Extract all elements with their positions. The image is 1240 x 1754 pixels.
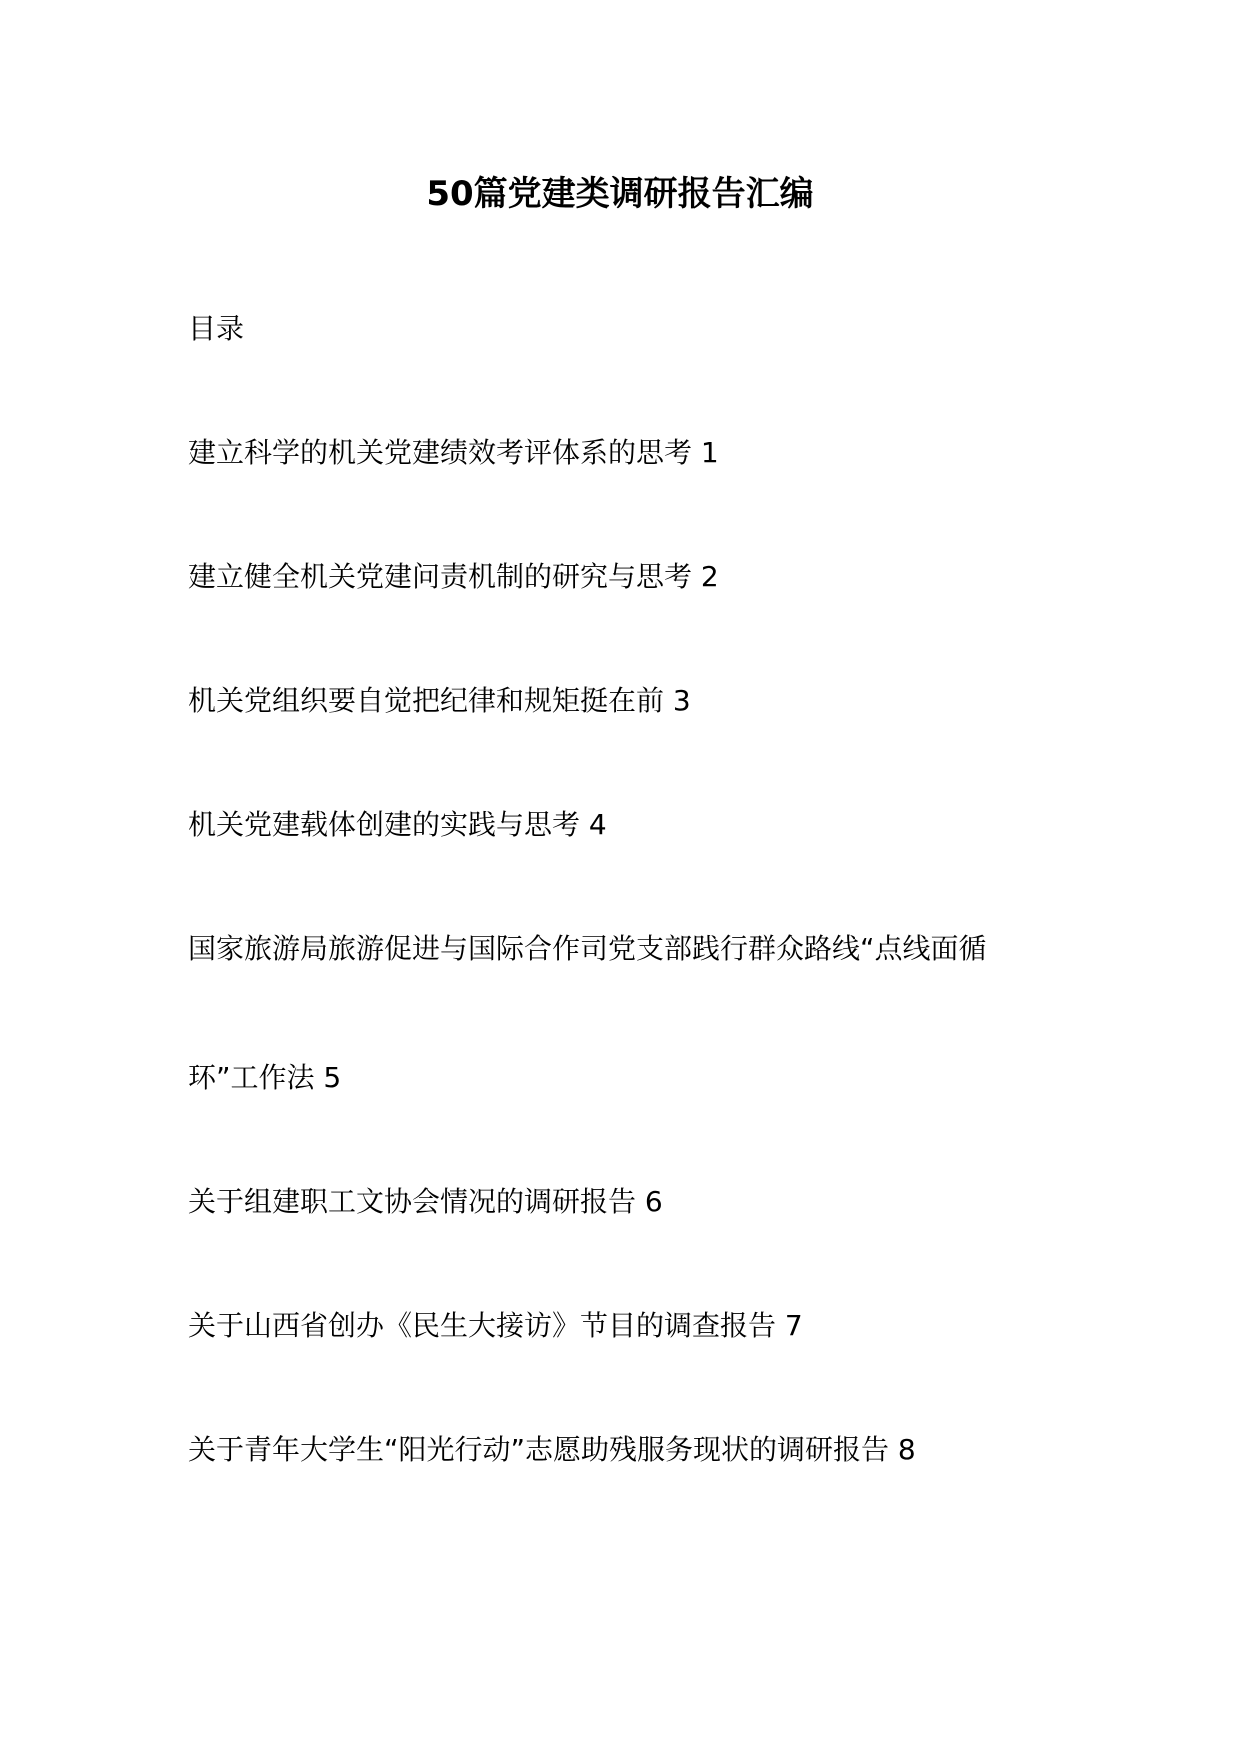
toc-entry-8[interactable]: 关于青年大学生“阳光行动”志愿助残服务现状的调研报告 8 <box>188 1433 916 1466</box>
toc-entry-2[interactable]: 建立健全机关党建问责机制的研究与思考 2 <box>188 560 719 593</box>
toc-entry-4[interactable]: 机关党建载体创建的实践与思考 4 <box>188 808 607 841</box>
document-title: 50篇党建类调研报告汇编 <box>426 174 814 214</box>
toc-entry-1[interactable]: 建立科学的机关党建绩效考评体系的思考 1 <box>188 436 719 469</box>
toc-entry-6[interactable]: 关于组建职工文协会情况的调研报告 6 <box>188 1185 663 1218</box>
toc-heading: 目录 <box>188 312 245 345</box>
toc-entry-5-line-2[interactable]: 环”工作法 5 <box>188 1061 342 1094</box>
toc-entry-3[interactable]: 机关党组织要自觉把纪律和规矩挺在前 3 <box>188 684 691 717</box>
toc-entry-5-line-1[interactable]: 国家旅游局旅游促进与国际合作司党支部践行群众路线“点线面循 <box>188 932 987 965</box>
toc-entry-7[interactable]: 关于山西省创办《民生大接访》节目的调查报告 7 <box>188 1309 803 1342</box>
